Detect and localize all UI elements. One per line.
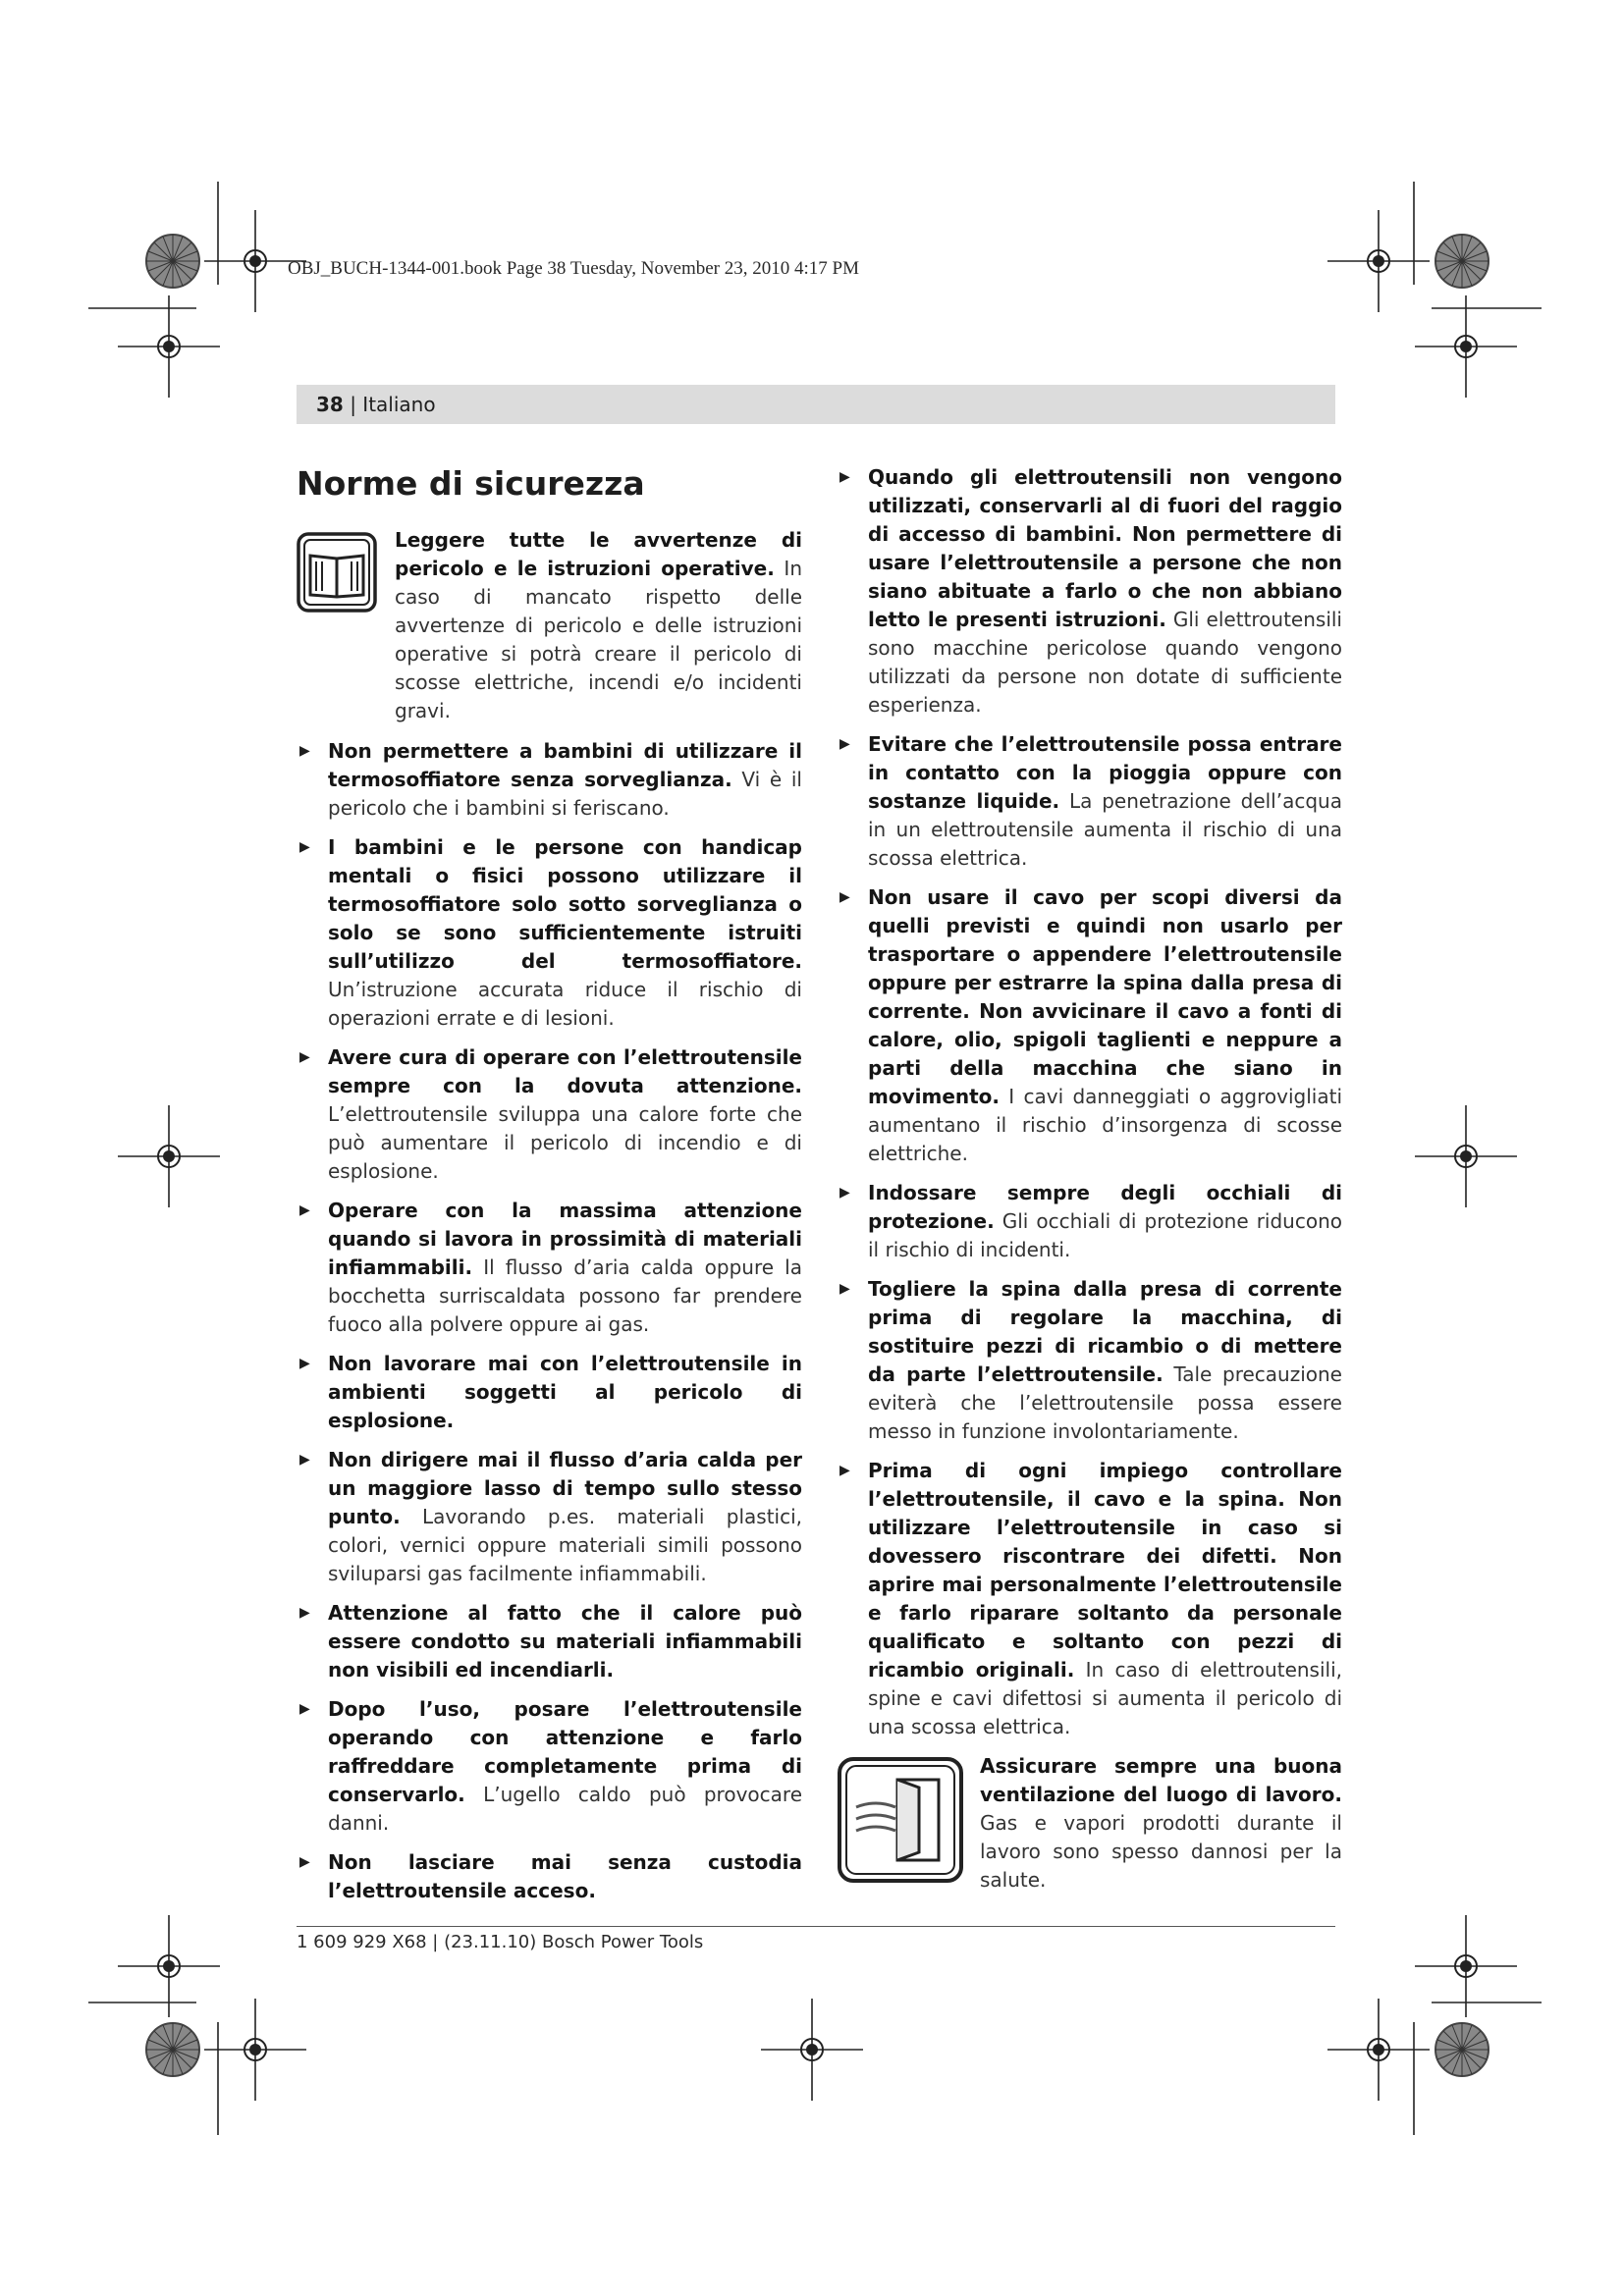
bullet-icon: ▶ bbox=[299, 839, 310, 855]
list-item bbox=[297, 1197, 802, 1339]
item-bold: I bambini e le persone con handicap mentali o fisici possono utilizzare il termosoffiatore solo sotto sorveglianza o solo se sono sufficientemente istruiti sull’utilizzo del termosoffiatore. bbox=[328, 835, 802, 973]
item-bold: Non lasciare mai senza custodia l’elettroutensile acceso. bbox=[328, 1850, 802, 1902]
list-item bbox=[297, 1848, 802, 1905]
ventilation-note bbox=[837, 1752, 1342, 1929]
intro-normal: In caso di mancato rispetto delle avvertenze di pericolo e delle istruzioni operative si potrà creare il pericolo di scosse elettriche, incendi e/o incidenti gravi. bbox=[395, 557, 802, 722]
list-item bbox=[297, 1695, 802, 1838]
item-bold: Non permettere a bambini di utilizzare il termosoffiatore senza sorveglianza. bbox=[328, 739, 802, 791]
item-text: Vi è il pericolo che i bambini si feriscano. bbox=[328, 768, 802, 820]
right-safety-list bbox=[837, 463, 1342, 1741]
left-column bbox=[297, 463, 802, 1916]
bullet-icon: ▶ bbox=[299, 1854, 310, 1870]
bullet-icon: ▶ bbox=[299, 743, 310, 759]
item-bold: Attenzione al fatto che il calore può essere condotto su materiali infiammabili non visibili ed incendiarli. bbox=[328, 1601, 802, 1682]
item-text: I cavi danneggiati o aggrovigliati aumentano il rischio d’insorgenza di scosse elettriche. bbox=[868, 1085, 1342, 1165]
registration-crosshair-icon bbox=[1415, 295, 1517, 398]
item-bold: Indossare sempre degli occhiali di protezione. bbox=[868, 1181, 1342, 1233]
item-bold: Non usare il cavo per scopi diversi da quelli previsti e quindi non usarlo per trasportare o appendere l’elettroutensile oppure per estrarre la spina dalla presa di corrente. Non avvicinare il cavo a fonti di calore, olio, spigoli taglienti e neppure a parti della macchina che siano in movimento. bbox=[868, 885, 1342, 1108]
bullet-icon: ▶ bbox=[299, 1049, 310, 1065]
bullet-icon: ▶ bbox=[299, 1701, 310, 1717]
item-text: Gli occhiali di protezione riducono il rischio di incidenti. bbox=[868, 1209, 1342, 1261]
item-bold: Togliere la spina dalla presa di corrente prima di regolare la macchina, di sostituire pezzi di ricambio o di mettere da parte l’elettroutensile. bbox=[868, 1277, 1342, 1386]
header-separator: | bbox=[343, 393, 363, 416]
page-title: Norme di sicurezza bbox=[297, 464, 645, 503]
list-item bbox=[837, 883, 1342, 1168]
item-bold: Operare con la massima attenzione quando si lavora in prossimità di materiali infiammabili. bbox=[328, 1199, 802, 1279]
ventilation-window-icon bbox=[837, 1756, 964, 1884]
item-text: Un’istruzione accurata riduce il rischio di operazioni errate e di lesioni. bbox=[328, 978, 802, 1030]
ventilation-text bbox=[980, 1752, 1342, 1895]
footer-text: 1 609 929 X68 | (23.11.10) Bosch Power Tools bbox=[297, 1932, 704, 1952]
list-item bbox=[837, 463, 1342, 720]
item-text: Lavorando p.es. materiali plastici, colori, vernici oppure materiali simili possono sviluparsi gas facilmente infiammabili. bbox=[328, 1505, 802, 1585]
intro-text bbox=[395, 526, 802, 725]
bullet-icon: ▶ bbox=[839, 469, 850, 485]
ventilation-bold: Assicurare sempre una buona ventilazione del luogo di lavoro. bbox=[980, 1754, 1342, 1806]
list-item bbox=[297, 1599, 802, 1684]
page-header bbox=[297, 385, 1335, 424]
item-bold: Evitare che l’elettroutensile possa entrare in contatto con la pioggia oppure con sostanze liquide. bbox=[868, 732, 1342, 813]
item-text: Il flusso d’aria calda oppure la bocchetta surriscaldata possono far prendere fuoco alla polvere oppure ai gas. bbox=[328, 1255, 802, 1336]
item-bold: Non lavorare mai con l’elettroutensile in ambienti soggetti al pericolo di esplosione. bbox=[328, 1352, 802, 1432]
print-slug: OBJ_BUCH-1344-001.book Page 38 Tuesday, November 23, 2010 4:17 PM bbox=[288, 258, 859, 279]
list-item bbox=[297, 737, 802, 823]
list-item bbox=[837, 730, 1342, 873]
registration-starburst-icon bbox=[1435, 235, 1489, 288]
item-text: Gli elettroutensili sono macchine pericolose quando vengono utilizzati da persone non dotate di sufficiente esperienza. bbox=[868, 608, 1342, 717]
list-item bbox=[297, 1350, 802, 1435]
item-text: In caso di elettroutensili, spine e cavi difettosi si aumenta il pericolo di una scossa elettrica. bbox=[868, 1658, 1342, 1738]
registration-starburst-icon bbox=[146, 2023, 199, 2076]
item-bold: Quando gli elettroutensili non vengono utilizzati, conservarli al di fuori del raggio di accesso di bambini. Non permettere di usare l’elettroutensile a persone che non siano abituate a farlo o che non abbiano letto le presenti istruzioni. bbox=[868, 465, 1342, 631]
left-safety-list bbox=[297, 737, 802, 1905]
manual-book-icon bbox=[297, 532, 377, 613]
intro-warning bbox=[297, 526, 802, 725]
item-text: L’ugello caldo può provocare danni. bbox=[328, 1783, 802, 1835]
item-text: L’elettroutensile sviluppa una calore forte che può aumentare il pericolo di incendio e di esplosione. bbox=[328, 1102, 802, 1183]
page-number: 38 bbox=[316, 393, 344, 416]
registration-starburst-icon bbox=[146, 235, 199, 288]
bullet-icon: ▶ bbox=[299, 1605, 310, 1621]
registration-crosshair-icon bbox=[204, 1999, 306, 2101]
item-text: La penetrazione dell’acqua in un elettroutensile aumenta il rischio di una scossa elettrica. bbox=[868, 789, 1342, 870]
list-item bbox=[297, 1043, 802, 1186]
header-language: Italiano bbox=[362, 393, 436, 416]
item-bold: Dopo l’uso, posare l’elettroutensile operando con attenzione e farlo raffreddare completamente prima di conservarlo. bbox=[328, 1697, 802, 1806]
registration-starburst-icon bbox=[1435, 2023, 1489, 2076]
right-column bbox=[837, 463, 1342, 1941]
item-bold: Prima di ogni impiego controllare l’elettroutensile, il cavo e la spina. Non utilizzare l’elettroutensile in caso si dovessero riscontrare dei difetti. Non aprire mai personalmente l’elettroutensile e farlo riparare soltanto da personale qualificato e soltanto con pezzi di ricambio originali. bbox=[868, 1459, 1342, 1682]
list-item bbox=[297, 1446, 802, 1588]
registration-crosshair-icon bbox=[1415, 1105, 1517, 1207]
list-item bbox=[837, 1275, 1342, 1446]
header-text bbox=[316, 393, 436, 416]
ventilation-normal: Gas e vapori prodotti durante il lavoro sono spesso dannosi per la salute. bbox=[980, 1811, 1342, 1892]
list-item bbox=[297, 833, 802, 1033]
footer-divider bbox=[297, 1926, 1335, 1927]
bullet-icon: ▶ bbox=[299, 1452, 310, 1468]
list-item bbox=[837, 1179, 1342, 1264]
item-text: Tale precauzione eviterà che l’elettroutensile possa essere messo in funzione involontariamente. bbox=[868, 1362, 1342, 1443]
intro-bold: Leggere tutte le avvertenze di pericolo e le istruzioni operative. bbox=[395, 528, 802, 580]
bullet-icon: ▶ bbox=[299, 1356, 310, 1371]
bullet-icon: ▶ bbox=[839, 889, 850, 905]
bullet-icon: ▶ bbox=[839, 1463, 850, 1478]
registration-crosshair-icon bbox=[118, 1105, 220, 1207]
list-item bbox=[837, 1457, 1342, 1741]
registration-crosshair-icon bbox=[118, 295, 220, 398]
bullet-icon: ▶ bbox=[839, 1281, 850, 1297]
bullet-icon: ▶ bbox=[839, 1185, 850, 1201]
registration-crosshair-icon bbox=[761, 1999, 863, 2101]
item-bold: Non dirigere mai il flusso d’aria calda per un maggiore lasso di tempo sullo stesso punto. bbox=[328, 1448, 802, 1528]
item-bold: Avere cura di operare con l’elettroutensile sempre con la dovuta attenzione. bbox=[328, 1045, 802, 1097]
bullet-icon: ▶ bbox=[839, 736, 850, 752]
bullet-icon: ▶ bbox=[299, 1202, 310, 1218]
